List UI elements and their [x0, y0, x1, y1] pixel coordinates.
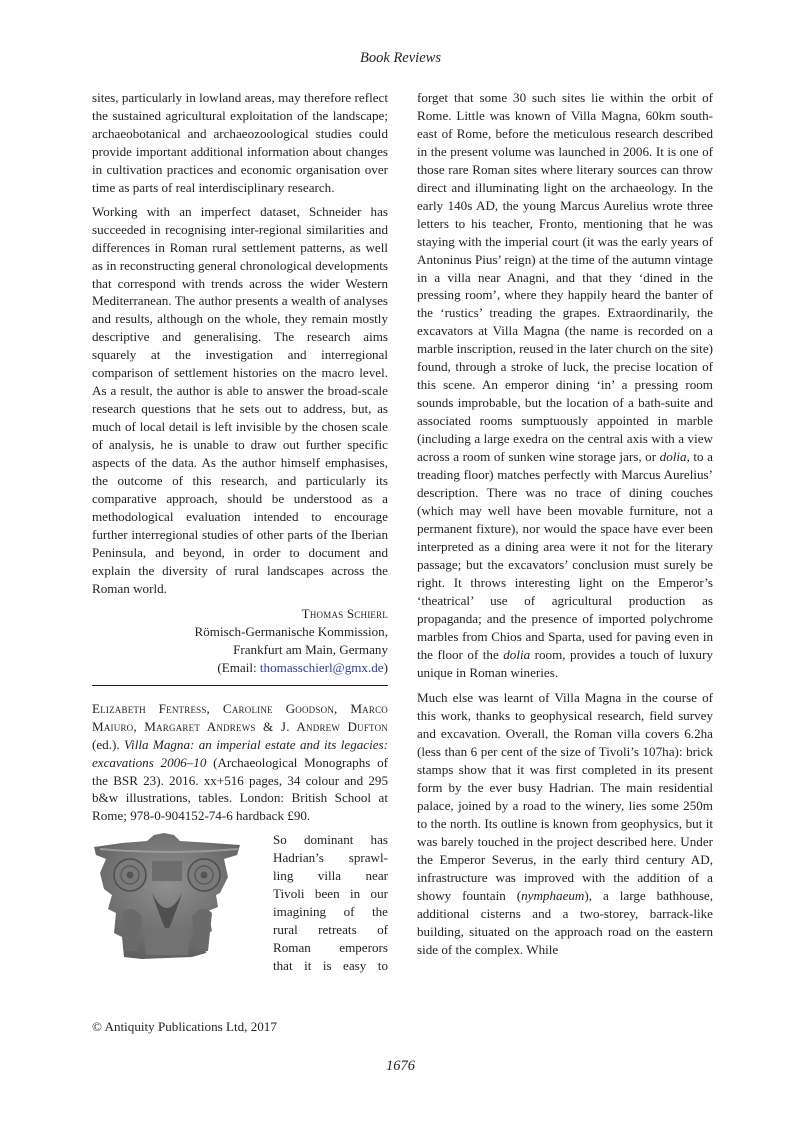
- wrap-line: imagining of the: [273, 904, 388, 920]
- italic-term: dolia: [659, 449, 687, 465]
- section-divider: [92, 685, 388, 686]
- text-run: , to a treading floor) matches perfectly with Marcus Aurelius’ description. There was no trace of dining couches (which may well have been movable furniture, not a permanent fixture), nor would the space have ever been interpreted as a dining area were it not for the literary passage; but the excavators’ conclusion must surely be right. It throws interesting light on the Emperor’s ‘theatrical’ use of agricultural production as propaganda; and the presence of imported polychrome marbles from Chios and Sparta, used for paving even in the floor of the: [417, 449, 713, 662]
- text-run: room, provides a touch of luxury unique in Roman wineries.: [417, 646, 714, 680]
- email-prefix: (Email:: [217, 659, 260, 675]
- wrap-line: So dominant has: [273, 832, 388, 848]
- text-run: forget that some 30 such sites lie within the orbit of Rome. Little was known of Villa Magna, 60km south-east of Rome, before the meticulous research described in the present volume was launched in 2006. It is one of those rare Roman sites where literary sources can throw direct and illuminating light on the archaeology. In the early 140s AD, the young Marcus Aurelius wrote three letters to his teacher, Fronto, mentioning that he was staying with the imperial court (it was the early years of Antoninus Pius’ reign) at the time of the autumn vintage in a villa near Anagni, and that they ‘dined in the pressing room’, where they happily heard the banter of the ‘rustics’ treading the grapes. Extraordinarily, the excavators at Villa Magna (the name is recorded on a marble inscription, reused in the later church on the site) found, through a stroke of luck, the precise location of this scene. An emperor dining ‘in’ a pressing room sounds improbable, but the location of a bath-suite and associated rooms sumptuously appointed in marble (including a large exedra on the central axis with a view across a room of sunken wine storage jars, or: [417, 90, 713, 465]
- copyright-notice: © Antiquity Publications Ltd, 2017: [92, 1019, 277, 1034]
- reviewer-email-line: [92, 659, 388, 677]
- reviewer-email-link[interactable]: thomasschierl@gmx.de: [259, 659, 384, 675]
- email-suffix: ): [383, 659, 388, 675]
- wrap-line: Hadrian’s sprawl-: [273, 850, 388, 866]
- wrap-line: Tivoli been in our: [273, 886, 388, 902]
- left-paragraph-1: sites, particularly in lowland areas, may therefore reflect the sustained agricultural exploitation of the landscape; archaeobotanical and archaeozoological studies could provide important additional information about changes in cultivation practices and economic organisation over time as parts of real interdisciplinary research.: [92, 90, 388, 195]
- reviewer-signature: [92, 605, 388, 677]
- figure-with-text: [92, 831, 388, 981]
- wrapped-paragraph: [273, 831, 388, 975]
- right-paragraph-2: [417, 689, 713, 958]
- wrap-line: Roman emperors: [273, 939, 388, 955]
- italic-term: dolia: [503, 646, 531, 662]
- book-citation: [92, 700, 388, 826]
- reviewer-location: Frankfurt am Main, Germany: [233, 641, 388, 657]
- book-title: Villa Magna: an imperial estate and its legacies: excavations 2006–10: [92, 736, 388, 770]
- page-number: 1676: [386, 1058, 415, 1074]
- editor-note: (ed.).: [92, 736, 125, 752]
- text-run: Much else was learnt of Villa Magna in the course of this work, thanks to geophysical research, field survey and excavation. Overall, the Roman villa covers 6.2ha (less than 6 per cent of the size of Tivoli’s 107ha): brick stamps show that it was first completed in its present form by the ever busy Hadrian. The main residential palace, joined by a road to the winery, lies some 250m to the north. Its outline is known from geophysics, but it was barely touched in the project described here. Under the Emperor Severus, in the early third century AD, infrastructure was improved with the addition of a showy fountain (: [417, 690, 713, 903]
- reviewer-name: Thomas Schierl: [301, 605, 388, 621]
- book-details: (Archaeological Monographs of the BSR 23). 2016. xx+516 pages, 34 colour and 295 b&w illustrations, tables. London: British School at Rome; 978-0-904152-74-6 hardback £90.: [92, 754, 388, 824]
- running-head: Book Reviews: [360, 50, 441, 66]
- reviewer-institution: Römisch-Germanische Kommission,: [194, 623, 388, 639]
- corinthian-capital-image: [92, 833, 242, 959]
- wrap-line: rural retreats of: [273, 922, 388, 938]
- book-authors: Elizabeth Fentress, Caroline Goodson, Marco Maiuro, Margaret Andrews & J. Andrew Dufton: [92, 700, 388, 734]
- right-paragraph-1: [417, 89, 713, 681]
- left-column: [92, 89, 388, 981]
- italic-term: nymphaeum: [521, 887, 585, 903]
- right-column: [417, 89, 713, 959]
- wrap-line: ling villa near: [273, 868, 388, 884]
- wrap-line: that it is easy to: [273, 957, 388, 973]
- left-paragraph-2: Working with an imperfect dataset, Schneider has succeeded in recognising inter-regional similarities and differences in Roman rural settlement patterns, as well as in reconstructing general chronological developments that correspond with trends across the wider Western Mediterranean. The author presents a wealth of analyses and results, although on the whole, they remain mostly descriptive and generalising. The research aims squarely at the investigation and interregional comparison of settlement histories on the macro level. As a result, the author is able to answer the broad-scale research questions that he sets out to address, but, as much of local detail is left invisible by the chosen scale of analysis, he is unable to draw out further specific aspects of the data. As the author himself emphasises, the outcome of this research, and particularly its comparative approach, should be understood as a methodological evaluation intended to encourage further interregional studies of other parts of the Iberian Peninsula, and beyond, in order to document and explain the diversity of rural landscapes across the Roman world.: [92, 203, 388, 596]
- text-run: ), a large bathhouse, additional cisterns and a two-storey, barrack-like building, situated on the approach road on the eastern side of the complex. While: [417, 887, 713, 957]
